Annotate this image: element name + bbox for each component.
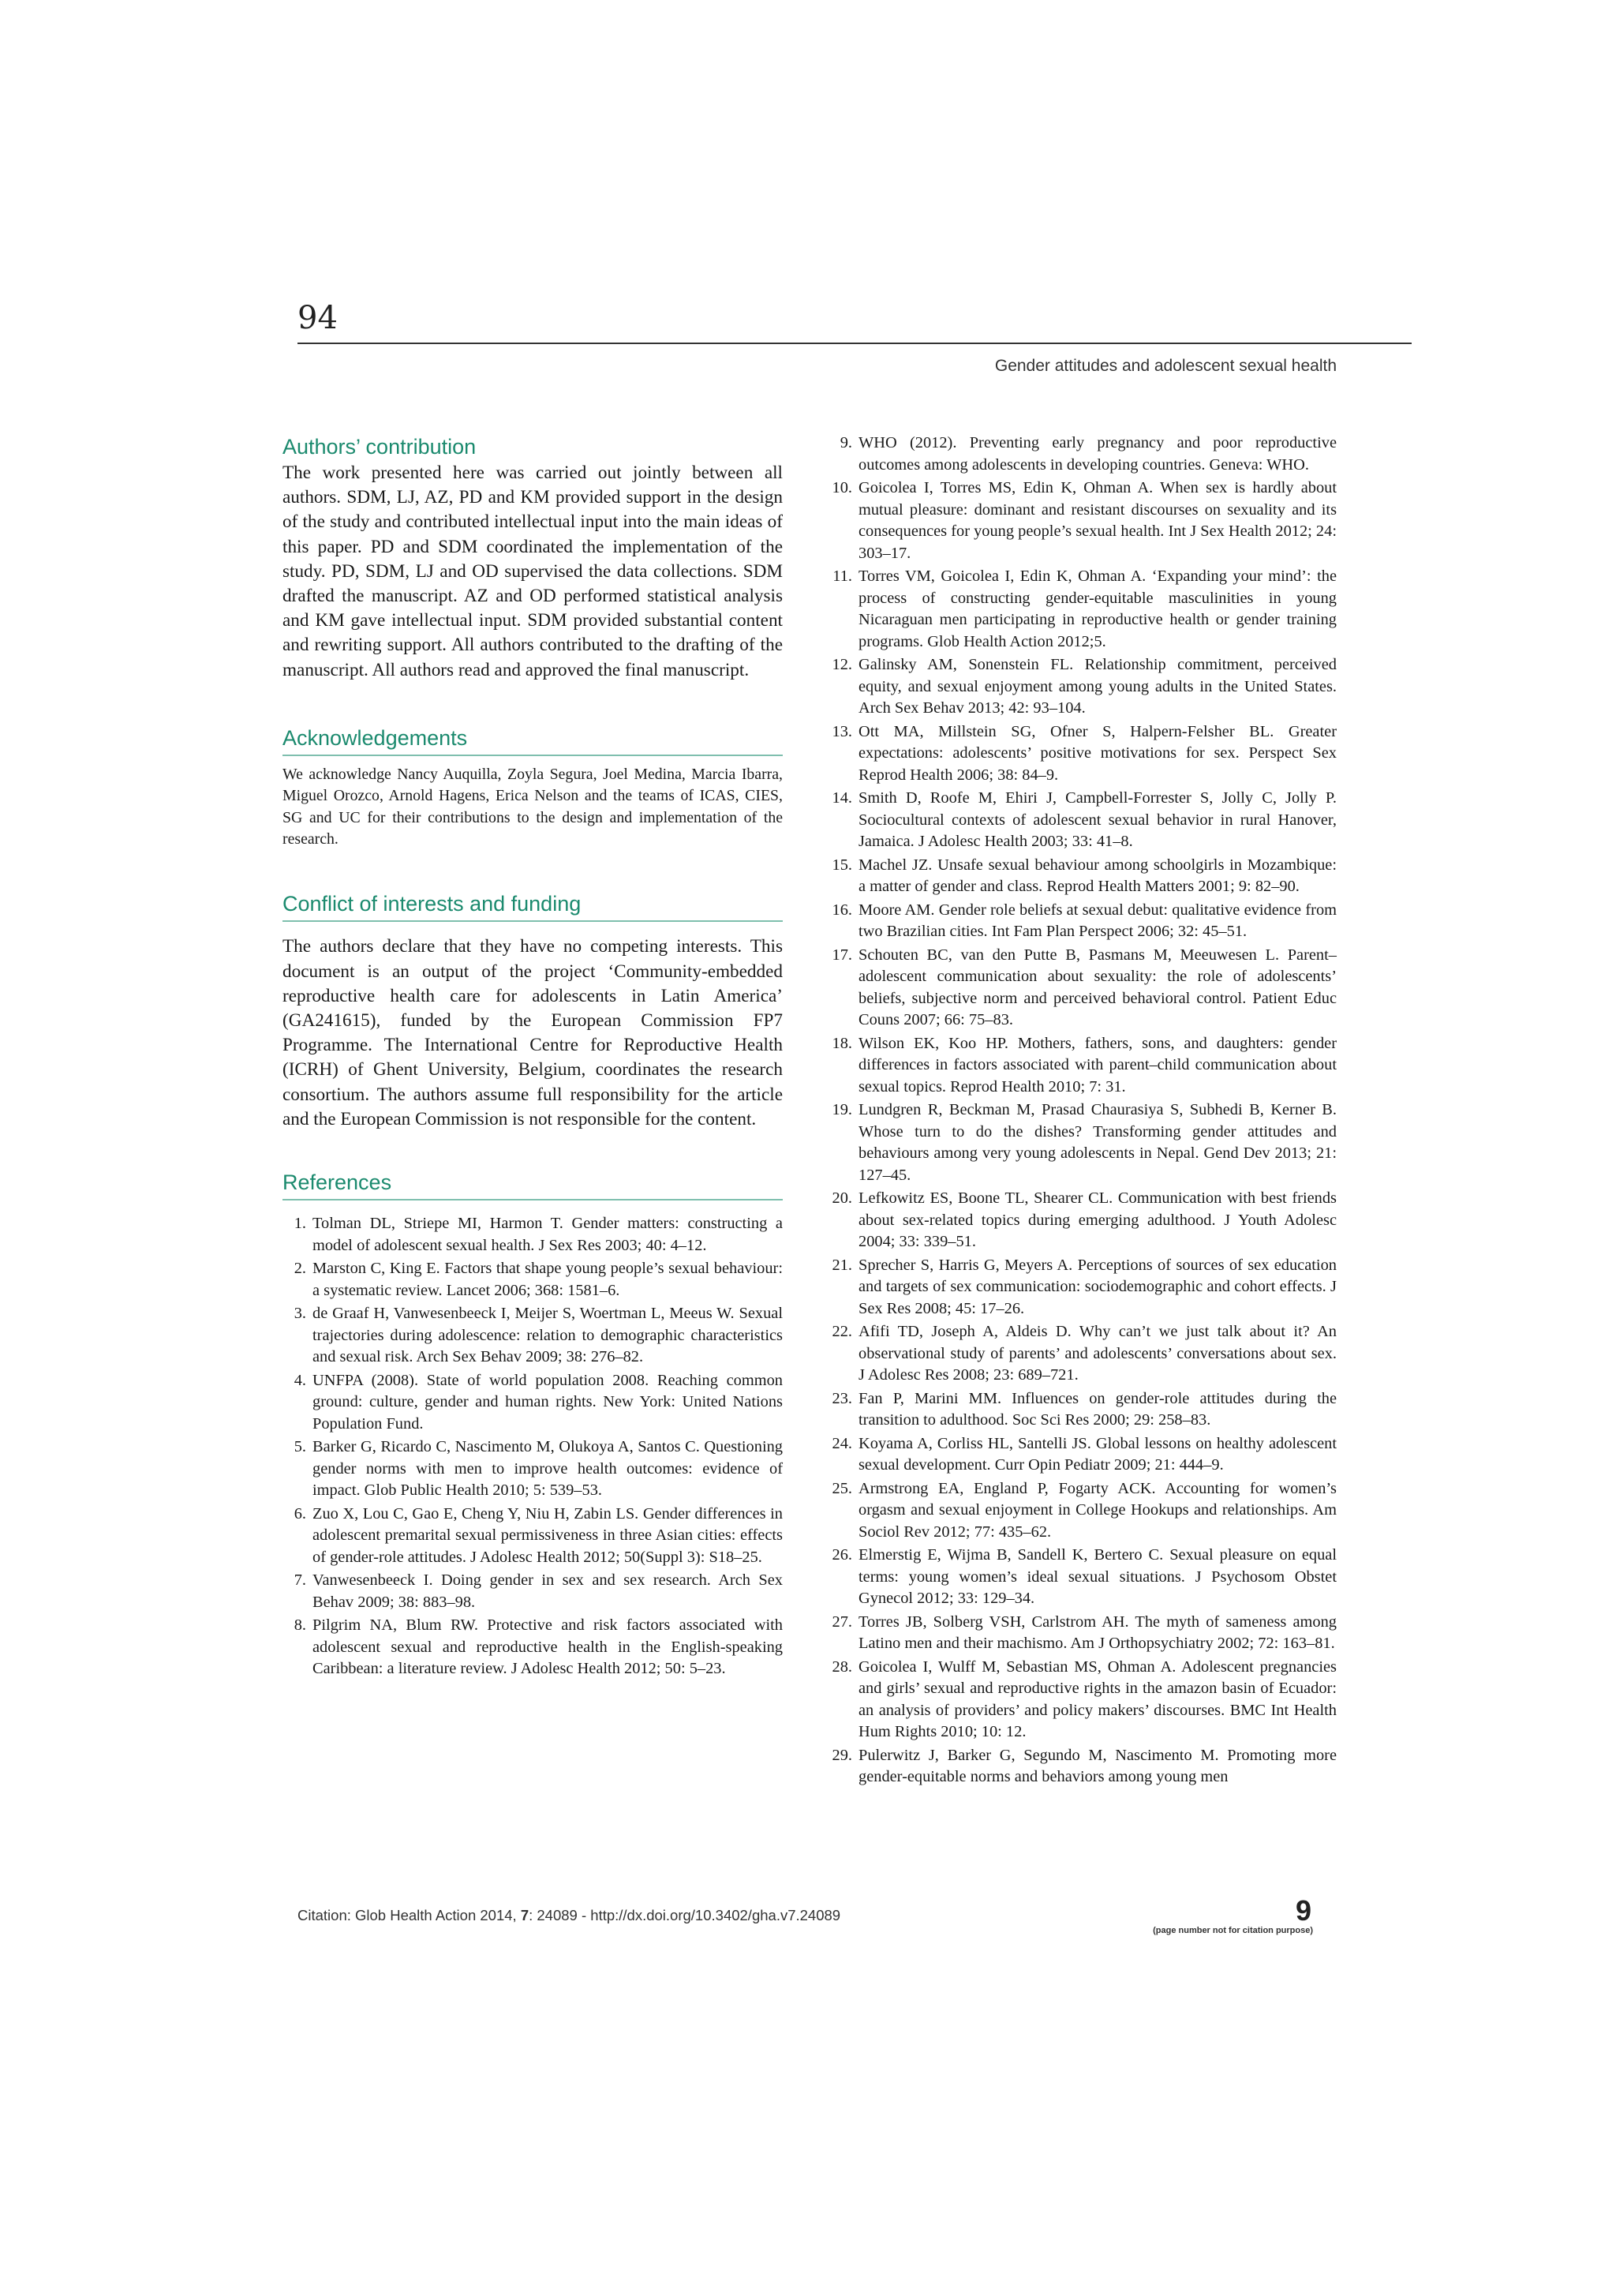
reference-number: 3. bbox=[294, 1305, 306, 1323]
reference-item bbox=[829, 945, 1337, 1032]
running-head: Gender attitudes and adolescent sexual health bbox=[994, 357, 1337, 375]
right-column bbox=[829, 433, 1337, 1790]
reference-item bbox=[282, 1570, 783, 1613]
reference-text: Moore AM. Gender role beliefs at sexual debut: qualitative evidence from two Brazilian cities. Int Fam Plan Perspect 2006; 32: 45–51. bbox=[858, 901, 1337, 940]
header-rule bbox=[297, 343, 1412, 344]
reference-text: Lefkowitz ES, Boone TL, Shearer CL. Communication with best friends about sex-related topics during emerging adulthood. J Youth Adolesc 2004; 33: 339–51. bbox=[858, 1189, 1337, 1250]
reference-text: WHO (2012). Preventing early pregnancy and poor reproductive outcomes among adolescents in developing countries. Geneva: WHO. bbox=[858, 434, 1337, 474]
reference-number: 7. bbox=[294, 1571, 306, 1590]
reference-number: 18. bbox=[832, 1034, 852, 1052]
reference-text: Pulerwitz J, Barker G, Segundo M, Nascimento M. Promoting more gender-equitable norms and behaviors among young men bbox=[858, 1746, 1337, 1785]
conflict-section bbox=[282, 890, 783, 1132]
reference-number: 17. bbox=[832, 946, 852, 964]
reference-text: UNFPA (2008). State of world population 2008. Reaching common ground: culture, gender and human rights. New York: United Nations Population Fund. bbox=[312, 1371, 783, 1433]
reference-item bbox=[829, 1745, 1337, 1788]
reference-number: 12. bbox=[832, 656, 852, 673]
reference-text: Elmerstig E, Wijma B, Sandell K, Bertero C. Sexual pleasure on equal terms: young women’s ideal sexual situations. J Psychosom Obstet Gynecol 2012; 33: 129–34. bbox=[858, 1546, 1337, 1607]
reference-number: 2. bbox=[294, 1260, 306, 1278]
authors-contribution-text: The work presented here was carried out jointly between all authors. SDM, LJ, AZ, PD and KM provided support in the design of the study and contributed intellectual input into the main ideas of this paper. PD and SDM coordinated the implementation of the study. PD, SDM, LJ and OD supervised the data collections. SDM drafted the manuscript. AZ and OD performed statistical analysis and KM gave intellectual input. SDM provided substantial content and rewriting support. All authors contributed to the drafting of the manuscript. All authors read and approved the final manuscript. bbox=[282, 463, 783, 680]
reference-item bbox=[282, 1370, 783, 1436]
reference-number: 8. bbox=[294, 1616, 306, 1635]
reference-item bbox=[829, 654, 1337, 720]
footer-page-note: (page number not for citation purpose) bbox=[1153, 1926, 1313, 1935]
references-section bbox=[282, 1168, 783, 1680]
reference-item bbox=[282, 1213, 783, 1257]
reference-item bbox=[829, 855, 1337, 898]
reference-number: 25. bbox=[832, 1479, 852, 1497]
reference-text: de Graaf H, Vanwesenbeeck I, Meijer S, Woertman L, Meeus W. Sexual trajectories during adolescence: relation to demographic characteristics and sexual risk. Arch Sex Behav 2009; 38: 276–82. bbox=[312, 1305, 783, 1366]
reference-number: 13. bbox=[832, 722, 852, 740]
reference-item bbox=[829, 1612, 1337, 1655]
reference-number: 21. bbox=[832, 1256, 852, 1274]
reference-number: 20. bbox=[832, 1189, 852, 1207]
reference-text: Armstrong EA, England P, Fogarty ACK. Accounting for women’s orgasm and sexual enjoyment in College Hookups and relationships. Am Sociol Rev 2012; 77: 435–62. bbox=[858, 1479, 1337, 1541]
reference-text: Goicolea I, Torres MS, Edin K, Ohman A. When sex is hardly about mutual pleasure: dominant and resistant discourses on sexuality and its consequences for young people’s sexual health. Int J Sex Health 2012; 24: 303–17. bbox=[858, 479, 1337, 562]
reference-text: Barker G, Ricardo C, Nascimento M, Olukoya A, Santos C. Questioning gender norms with men to improve health outcomes: evidence of impact. Glob Public Health 2010; 5: 539–53. bbox=[312, 1438, 783, 1500]
conflict-heading: Conflict of interests and funding bbox=[282, 890, 783, 922]
reference-text: Smith D, Roofe M, Ehiri J, Campbell-Forrester S, Jolly C, Jolly P. Sociocultural contexts of adolescent sexual behavior in rural Hanover, Jamaica. J Adolesc Health 2003; 33: 41–8. bbox=[858, 789, 1337, 850]
references-list-left bbox=[282, 1213, 783, 1680]
reference-text: Sprecher S, Harris G, Meyers A. Perceptions of sources of sex education and targets of sex communication: sociodemographic and cohort effects. J Sex Res 2008; 45: 17–26. bbox=[858, 1256, 1337, 1317]
citation-prefix: Citation: Glob Health Action 2014, bbox=[297, 1907, 521, 1923]
reference-text: Goicolea I, Wulff M, Sebastian MS, Ohman A. Adolescent pregnancies and girls’ sexual and reproductive rights in the amazon basin of Ecuador: an analysis of providers’ and policy makers’ discourses. BMC Int Health Hum Rights 2010; 10: 12. bbox=[858, 1657, 1337, 1740]
reference-item bbox=[829, 1188, 1337, 1253]
reference-item bbox=[829, 788, 1337, 853]
reference-number: 6. bbox=[294, 1504, 306, 1523]
authors-contribution-section bbox=[282, 433, 783, 683]
reference-item bbox=[829, 1099, 1337, 1186]
reference-item bbox=[829, 1433, 1337, 1477]
reference-number: 22. bbox=[832, 1323, 852, 1340]
reference-item bbox=[829, 478, 1337, 564]
reference-item bbox=[282, 1303, 783, 1369]
reference-item bbox=[282, 1504, 783, 1569]
reference-item bbox=[829, 1321, 1337, 1387]
reference-text: Tolman DL, Striepe MI, Harmon T. Gender matters: constructing a model of adolescent sexual health. J Sex Res 2003; 40: 4–12. bbox=[312, 1215, 783, 1254]
reference-number: 1. bbox=[294, 1215, 306, 1233]
reference-number: 23. bbox=[832, 1389, 852, 1407]
reference-text: Afifi TD, Joseph A, Aldeis D. Why can’t we just talk about it? An observational study of parents’ and adolescents’ conversations about sex. J Adolesc Res 2008; 23: 689–721. bbox=[858, 1323, 1337, 1384]
reference-text: Machel JZ. Unsafe sexual behaviour among schoolgirls in Mozambique: a matter of gender and class. Reprod Health Matters 2001; 9: 82–90. bbox=[858, 856, 1337, 895]
reference-item bbox=[829, 1388, 1337, 1432]
reference-text: Wilson EK, Koo HP. Mothers, fathers, sons, and daughters: gender differences in factors associated with parent–child communication about sexual topics. Reprod Health 2010; 7: 31. bbox=[858, 1034, 1337, 1096]
reference-item bbox=[829, 1657, 1337, 1744]
reference-item bbox=[829, 721, 1337, 787]
reference-text: Lundgren R, Beckman M, Prasad Chaurasiya S, Subhedi B, Kerner B. Whose turn to do the dishes? Transforming gender attitudes and behaviours among very young adolescents in Nepal. Gend Dev 2013; 21: 127–45. bbox=[858, 1101, 1337, 1184]
reference-number: 9. bbox=[840, 434, 852, 451]
reference-text: Fan P, Marini MM. Influences on gender-role attitudes during the transition to adulthood. Soc Sci Res 2000; 29: 258–83. bbox=[858, 1389, 1337, 1429]
acknowledgements-section bbox=[282, 724, 783, 851]
reference-number: 11. bbox=[832, 567, 852, 585]
reference-number: 26. bbox=[832, 1546, 852, 1564]
authors-contribution-heading: Authors’ contribution bbox=[282, 435, 477, 459]
reference-item bbox=[829, 1478, 1337, 1544]
references-list-right bbox=[829, 433, 1337, 1788]
reference-text: Schouten BC, van den Putte B, Pasmans M, Meeuwesen L. Parent–adolescent communication about sexuality: the role of adolescents’ beliefs, subjective norm and perceived behavioral control. Patient Educ Couns 2007; 66: 75–83. bbox=[858, 946, 1337, 1028]
acknowledgements-heading: Acknowledgements bbox=[282, 724, 783, 756]
reference-number: 24. bbox=[832, 1434, 852, 1452]
footer-citation bbox=[297, 1907, 840, 1924]
left-column bbox=[282, 433, 783, 1682]
reference-text: Torres VM, Goicolea I, Edin K, Ohman A. ‘Expanding your mind’: the process of constructing gender-equitable masculinities in young Nicaraguan men participating in reproductive health or gender training programs. Glob Health Action 2012;5. bbox=[858, 567, 1337, 650]
reference-text: Koyama A, Corliss HL, Santelli JS. Global lessons on healthy adolescent sexual development. Curr Opin Pediatr 2009; 21: 444–9. bbox=[858, 1434, 1337, 1474]
acknowledgements-text: We acknowledge Nancy Auquilla, Zoyla Segura, Joel Medina, Marcia Ibarra, Miguel Orozco, Arnold Hagens, Erica Nelson and the teams of ICAS, CIES, SG and UC for their contributions to the design and implementation of the research. bbox=[282, 765, 783, 848]
reference-text: Pilgrim NA, Blum RW. Protective and risk factors associated with adolescent sexual and reproductive health in the English-speaking Caribbean: a literature review. J Adolesc Health 2012; 50: 5–23. bbox=[312, 1616, 783, 1678]
reference-number: 14. bbox=[832, 789, 852, 807]
reference-text: Marston C, King E. Factors that shape young people’s sexual behaviour: a systematic review. Lancet 2006; 368: 1581–6. bbox=[312, 1260, 783, 1299]
reference-text: Torres JB, Solberg VSH, Carlstrom AH. The myth of sameness among Latino men and their machismo. Am J Orthopsychiatry 2002; 72: 163–81. bbox=[858, 1612, 1337, 1652]
reference-number: 19. bbox=[832, 1101, 852, 1118]
conflict-text: The authors declare that they have no competing interests. This document is an output of the project ‘Community-embedded reproductive health care for adolescents in Latin America’ (GA241615), funded by the European Commission FP7 Programme. The International Centre for Reproductive Health (ICRH) of Ghent University, Belgium, coordinates the research consortium. The authors assume full responsibility for the article and the European Commission is not responsible for the content. bbox=[282, 936, 783, 1129]
reference-number: 15. bbox=[832, 856, 852, 874]
footer-page-number: 9 bbox=[1295, 1894, 1311, 1927]
reference-number: 10. bbox=[832, 479, 852, 496]
reference-number: 16. bbox=[832, 901, 852, 919]
reference-item bbox=[282, 1258, 783, 1302]
reference-item bbox=[282, 1615, 783, 1680]
reference-text: Galinsky AM, Sonenstein FL. Relationship commitment, perceived equity, and sexual enjoyment among young adults in the United States. Arch Sex Behav 2013; 42: 93–104. bbox=[858, 656, 1337, 717]
reference-item bbox=[829, 1033, 1337, 1099]
reference-item bbox=[829, 566, 1337, 653]
reference-text: Vanwesenbeeck I. Doing gender in sex and sex research. Arch Sex Behav 2009; 38: 883–98. bbox=[312, 1571, 783, 1611]
reference-number: 4. bbox=[294, 1371, 306, 1389]
reference-item bbox=[829, 1255, 1337, 1320]
reference-item bbox=[829, 900, 1337, 943]
citation-volume: 7 bbox=[520, 1907, 529, 1923]
page-number: 94 bbox=[297, 300, 338, 336]
reference-item bbox=[282, 1436, 783, 1502]
reference-text: Zuo X, Lou C, Gao E, Cheng Y, Niu H, Zabin LS. Gender differences in adolescent premarital sexual permissiveness in three Asian cities: effects of gender-role attitudes. J Adolesc Health 2012; 50(Suppl 3): S18–25. bbox=[312, 1504, 783, 1566]
reference-number: 27. bbox=[832, 1612, 852, 1631]
reference-item bbox=[829, 1545, 1337, 1610]
reference-item bbox=[829, 433, 1337, 476]
reference-number: 29. bbox=[832, 1746, 852, 1764]
reference-number: 28. bbox=[832, 1657, 852, 1676]
reference-text: Ott MA, Millstein SG, Ofner S, Halpern-Felsher BL. Greater expectations: adolescents’ positive motivations for sex. Perspect Sex Reprod Health 2006; 38: 84–9. bbox=[858, 722, 1337, 784]
references-heading: References bbox=[282, 1168, 783, 1200]
reference-number: 5. bbox=[294, 1438, 306, 1456]
citation-suffix: : 24089 - http://dx.doi.org/10.3402/gha.v7.24089 bbox=[529, 1907, 841, 1923]
